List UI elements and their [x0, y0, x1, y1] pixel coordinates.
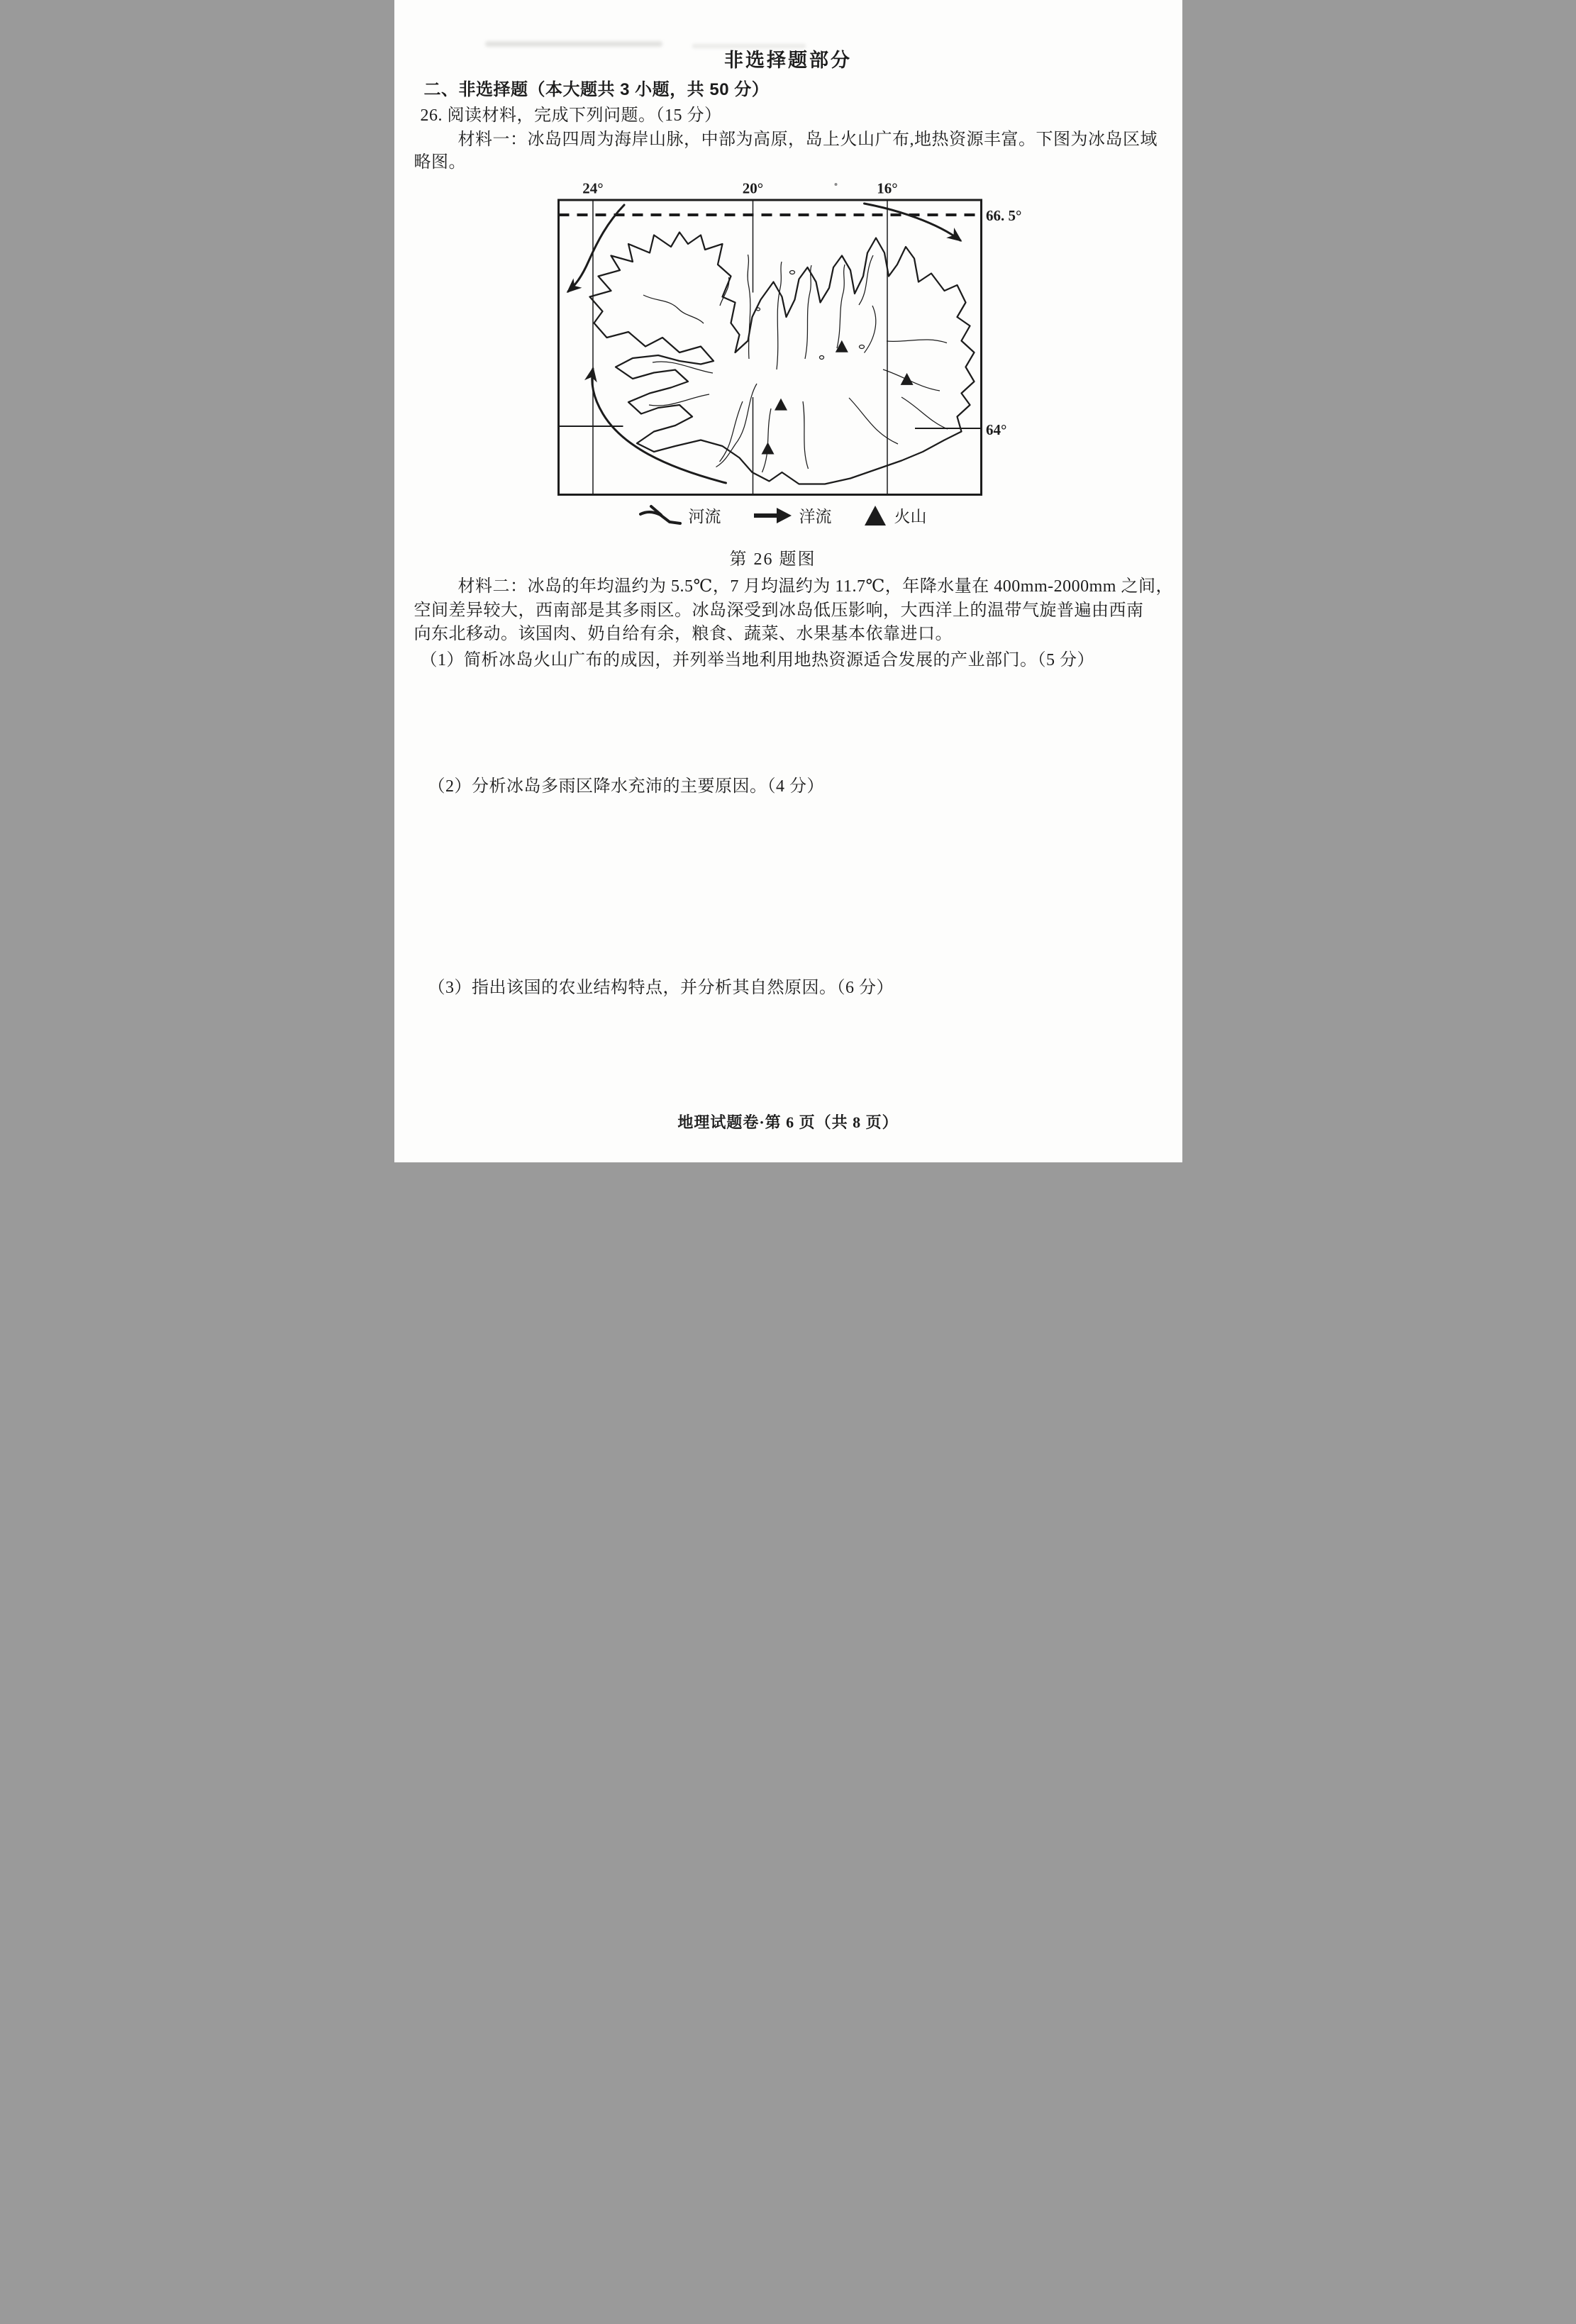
legend-item-river — [639, 504, 721, 527]
longitude-label-24: 24° — [582, 179, 604, 197]
page-footer: 地理试题卷·第 6 页（共 8 页） — [677, 1113, 899, 1131]
material2-text-line1: 材料二：冰岛的年均温约为 5.5℃，7 月均温约为 11.7℃，年降水量在 400mm-2000mm 之间， — [457, 577, 1173, 596]
scan-dot — [834, 183, 837, 186]
legend-item-current — [753, 504, 832, 527]
river-icon — [639, 504, 682, 527]
latitude-label-66-5: 66. 5° — [985, 207, 1021, 224]
material1-text-line2: 略图。 — [414, 153, 466, 172]
figure-caption: 第 26 题图 — [729, 550, 816, 569]
material1-text-line1: 材料一：冰岛四周为海岸山脉，中部为高原，岛上火山广布,地热资源丰富。下图为冰岛区域 — [457, 130, 1158, 149]
scan-smudge — [485, 41, 662, 47]
sub-question-3: （3）指出该国的农业结构特点，并分析其自然原因。（6 分） — [428, 979, 894, 997]
scan-smudge — [692, 44, 806, 48]
legend-label-volcano: 火山 — [894, 508, 927, 526]
iceland-coastline — [589, 233, 974, 484]
sub-question-2: （2）分析冰岛多雨区降水充沛的主要原因。（4 分） — [428, 777, 824, 796]
question-26-intro: 26. 阅读材料，完成下列问题。（15 分） — [420, 106, 722, 125]
section-header: 二、非选择题（本大题共 3 小题，共 50 分） — [423, 80, 770, 99]
legend-label-current: 洋流 — [799, 508, 832, 526]
volcano-icon — [863, 505, 887, 526]
ocean-current-icon — [753, 507, 792, 524]
iceland-map-svg — [543, 167, 1026, 500]
latitude-label-64: 64° — [985, 421, 1006, 438]
page-title: 非选择题部分 — [724, 50, 852, 71]
sub-question-1: （1）简析冰岛火山广布的成因，并列举当地利用地热资源适合发展的产业部门。（5 分） — [420, 651, 1094, 669]
exam-page — [394, 0, 1182, 1162]
current-northeast — [864, 204, 960, 240]
longitude-label-20: 20° — [742, 179, 763, 197]
material2-text-line2: 空间差异较大，西南部是其多雨区。冰岛深受到冰岛低压影响，大西洋上的温带气旋普遍由西南 — [414, 601, 1144, 620]
material2-text-line3: 向东北移动。该国肉、奶自给有余，粮食、蔬菜、水果基本依靠进口。 — [414, 625, 953, 643]
legend-item-volcano — [863, 504, 927, 527]
legend-label-river: 河流 — [688, 508, 721, 526]
longitude-label-16: 16° — [876, 179, 898, 197]
map-legend — [570, 504, 997, 527]
